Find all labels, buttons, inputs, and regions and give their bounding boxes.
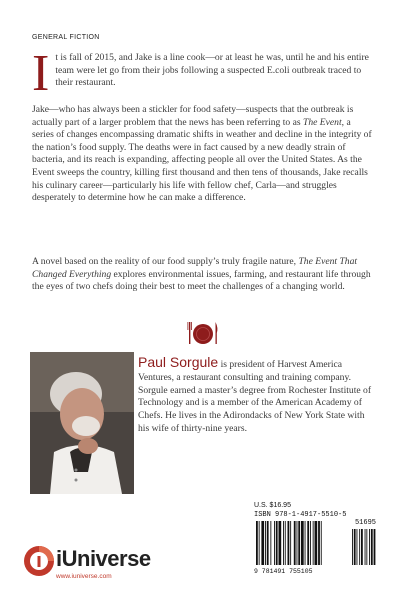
synopsis-text-a: Jake—who has always been a stickler for food safety—suspects that the outbreak is actually part of a larger problem that the news has been referring to as	[32, 104, 354, 128]
barcode-bar	[256, 521, 258, 565]
publisher-name: iUniverse	[56, 546, 151, 571]
barcode-bar	[321, 521, 322, 565]
barcode-bar	[285, 521, 286, 565]
barcode-addon-bar	[357, 529, 358, 565]
barcode-bar	[288, 521, 290, 565]
isbn-label: ISBN 978-1-4917-5510-5	[254, 511, 347, 519]
barcode-bar	[301, 521, 304, 565]
barcode-addon-bar	[374, 529, 376, 565]
barcode-bar	[276, 521, 278, 565]
author-bio-text: is president of Harvest America Ventures, a restaurant consulting and training company. Sorgule earned a master’s degree from Rochester Institute of Technology and is a member of the American Academy of Chefs. He lives in the Adirondacks of New York State with his wife of thirty-nine years.	[138, 359, 372, 434]
author-name: Paul Sorgule	[138, 354, 219, 370]
barcode-bar	[305, 521, 306, 565]
pitch-text-a: A novel based on the reality of our food supply’s truly fragile nature,	[32, 256, 299, 267]
barcode-bar	[294, 521, 296, 565]
barcode-bar	[307, 521, 309, 565]
barcode-bar	[318, 521, 320, 565]
isbn-digits: 9 781491 755105	[254, 568, 313, 575]
plate-fork-knife-icon	[186, 318, 220, 348]
barcode-bar	[265, 521, 266, 565]
author-bio	[138, 356, 378, 436]
genre-label: GENERAL FICTION	[32, 34, 100, 41]
barcode-bar	[259, 521, 260, 565]
barcode-bar	[267, 521, 269, 565]
price-addon-code: 51695	[354, 519, 376, 527]
lead-paragraph	[32, 45, 372, 102]
synopsis-italic: The Event	[303, 116, 342, 128]
barcode-bar	[290, 521, 291, 565]
barcode-bar	[270, 521, 271, 565]
barcode-bar	[274, 521, 275, 565]
barcode-bar	[261, 521, 264, 565]
barcode-bar	[315, 521, 318, 565]
iuniverse-logo-icon	[22, 544, 56, 578]
barcode-image	[254, 521, 378, 567]
pitch-paragraph	[32, 256, 372, 294]
barcode-addon-bar	[359, 529, 360, 565]
barcode-addon-bar	[369, 529, 370, 565]
barcode-bar	[313, 521, 314, 565]
publisher-url[interactable]: www.iuniverse.com	[56, 573, 112, 580]
barcode-bar	[297, 521, 298, 565]
barcode-addon-bar	[361, 529, 363, 565]
barcode-bar	[283, 521, 284, 565]
barcode-addon-bar	[366, 529, 367, 565]
price-label: U.S. $16.95	[254, 502, 291, 509]
lead-text: t is fall of 2015, and Jake is a line cook—or at least he was, until he and his entire team were let go from their jobs following a suspected E.coli outbreak traced to their restaurant.	[55, 52, 369, 89]
drop-cap: I	[32, 45, 50, 102]
author-photo	[30, 352, 134, 494]
synopsis-paragraph	[32, 104, 372, 205]
barcode-addon-bar	[354, 529, 356, 565]
barcode-addon-bar	[371, 529, 373, 565]
barcode-bar	[279, 521, 282, 565]
barcode-addon-bar	[352, 529, 353, 565]
publisher-logo	[22, 540, 182, 590]
book-title-italic: The Event That Changed Everything	[32, 256, 358, 280]
barcode-block	[254, 502, 378, 576]
barcode-bar	[298, 521, 300, 565]
pitch-text-b: explores environmental issues, farming, and restaurant life through the eyes of two chefs doing their best to meet the challenges of a changing world.	[32, 268, 371, 293]
synopsis-text-b: , a series of changes encompassing dramatic shifts in weather and decline in the integrity of the nation’s food supply. The deaths were in fact caused by a new deadly strain of bacteria, and its reach is expanding, affecting people all over the United States. As the Event sweeps the country, killing first thousand and then tens of thousands, Jake recalls his culinary career—particularly his life with fellow chef, Carla—and struggles desperately to determine how he can make a difference.	[32, 116, 372, 204]
barcode-bar	[310, 521, 311, 565]
barcode-addon-bar	[365, 529, 366, 565]
author-portrait-image	[30, 352, 134, 494]
